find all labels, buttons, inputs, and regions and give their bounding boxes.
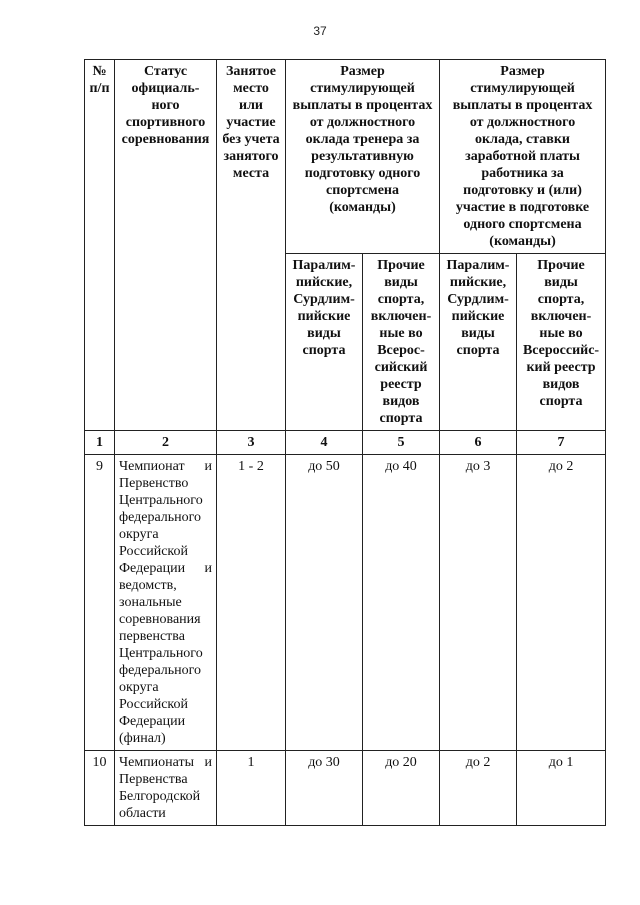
page-number: 37 (313, 24, 327, 38)
column-number: 3 (217, 431, 286, 455)
table-row (85, 751, 606, 826)
worker-other-value: до 1 (517, 751, 606, 826)
header-place: Занятое место или участие без учета занятого места (217, 60, 286, 431)
header-trainer-payment: Размер стимулирующей выплаты в процентах от должностного оклада тренера за результативную подготовку одного спортсмена (команды) (286, 60, 440, 254)
header-paralympic-worker: Паралим- пийские, Сурдлим- пийские виды спорта (440, 254, 517, 431)
column-number: 7 (517, 431, 606, 455)
row-number: 9 (85, 455, 115, 751)
header-worker-payment: Размер стимулирующей выплаты в процентах от должностного оклада, ставки заработной платы работника за подготовку и (или) участие в подготовке одного спортсмена (команды) (440, 60, 606, 254)
place-value: 1 - 2 (217, 455, 286, 751)
worker-other-value: до 2 (517, 455, 606, 751)
column-number: 2 (115, 431, 217, 455)
trainer-other-value: до 40 (363, 455, 440, 751)
header-other-sports-trainer: Прочие виды спорта, включен- ные во Всерос- сийский реестр видов спорта (363, 254, 440, 431)
stimulus-payment-table (84, 59, 606, 826)
row-number: 10 (85, 751, 115, 826)
header-other-sports-worker: Прочие виды спорта, включен- ные во Всероссийс- кий реестр видов спорта (517, 254, 606, 431)
trainer-other-value: до 20 (363, 751, 440, 826)
column-number: 4 (286, 431, 363, 455)
column-number-row (85, 431, 606, 455)
trainer-paralympic-value: до 30 (286, 751, 363, 826)
competition-status: Чемпионаты и Первенства Белгородской области (115, 751, 217, 826)
table-row (85, 455, 606, 751)
column-number: 5 (363, 431, 440, 455)
column-number: 6 (440, 431, 517, 455)
header-paralympic-trainer: Паралим- пийские, Сурдлим- пийские виды спорта (286, 254, 363, 431)
worker-paralympic-value: до 2 (440, 751, 517, 826)
worker-paralympic-value: до 3 (440, 455, 517, 751)
competition-status: Чемпионат и Первенство Центрального федерального округа Российской Федерации и ведомств, зональные соревнования первенства Центрального федерального округа Российской Федерации (финал) (115, 455, 217, 751)
column-number: 1 (85, 431, 115, 455)
header-number: № п/п (85, 60, 115, 431)
trainer-paralympic-value: до 50 (286, 455, 363, 751)
place-value: 1 (217, 751, 286, 826)
header-competition-status: Статус официаль- ного спортивного соревнования (115, 60, 217, 431)
